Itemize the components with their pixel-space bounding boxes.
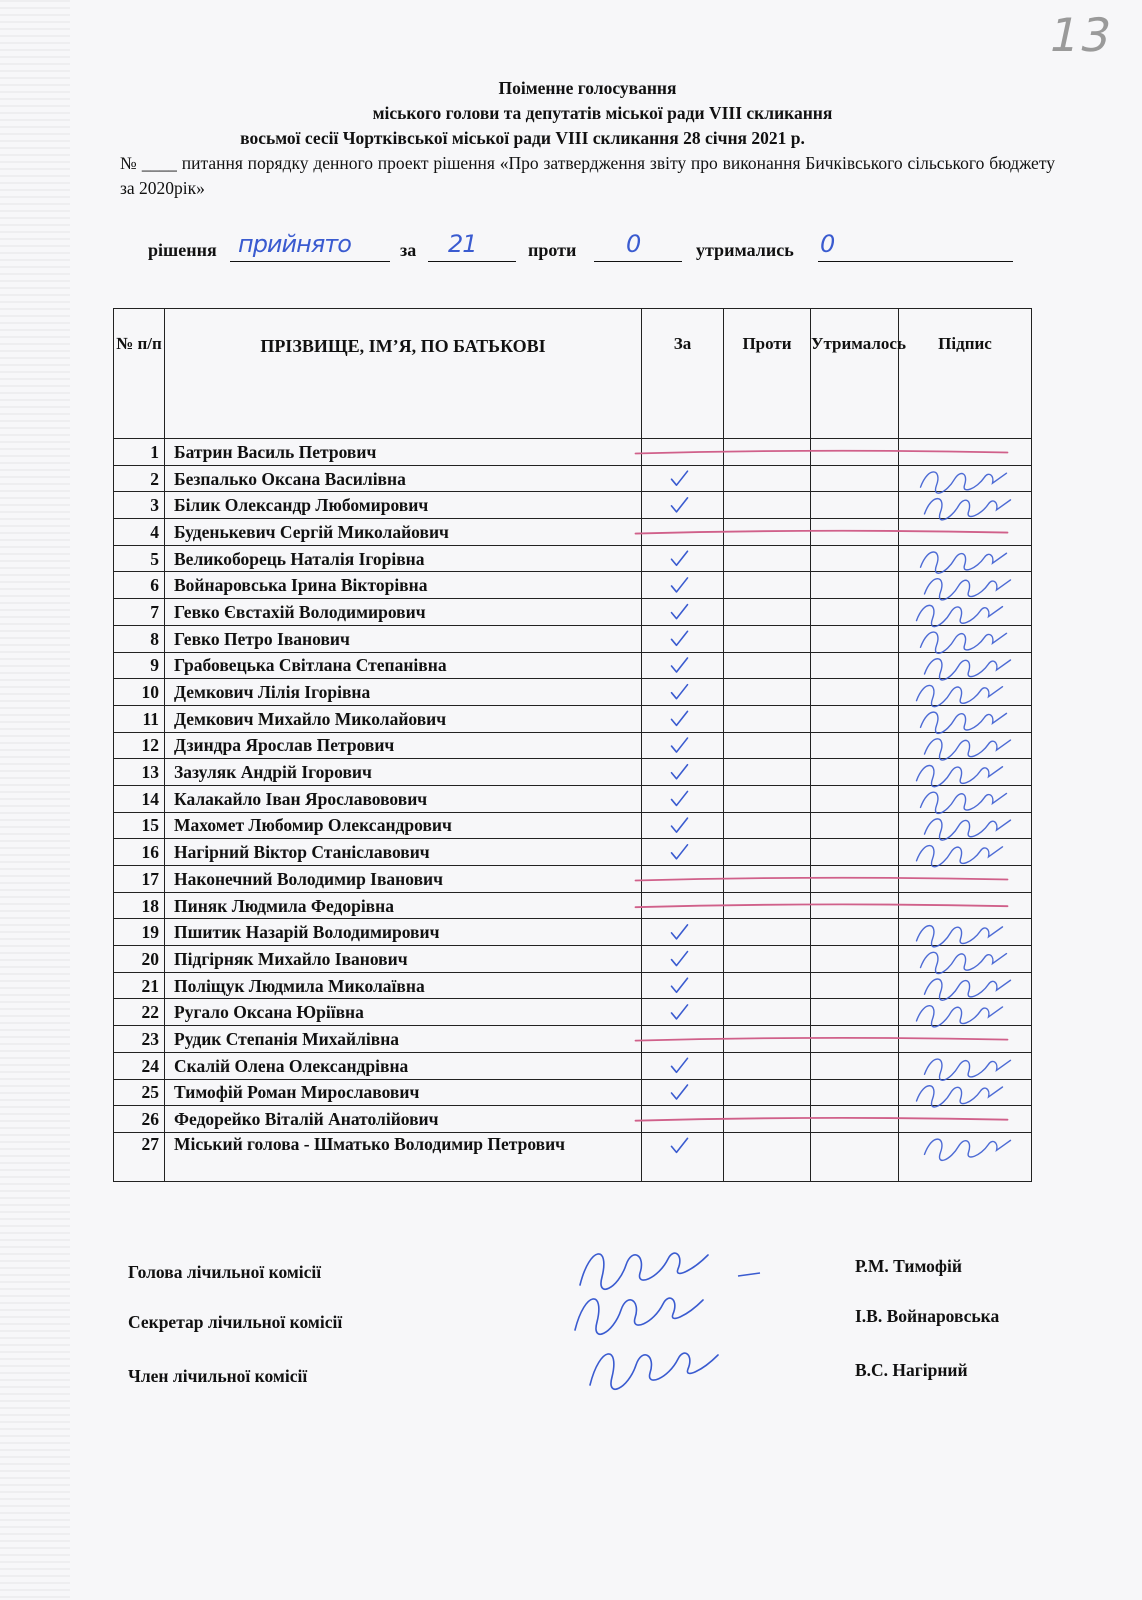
row-number: 4 (114, 519, 165, 546)
row-number: 5 (114, 545, 165, 572)
row-abstained-cell (811, 892, 899, 919)
row-name: Махомет Любомир Олександрович (165, 812, 642, 839)
row-against-cell (724, 919, 811, 946)
row-signature-cell (899, 625, 1032, 652)
row-abstained-cell (811, 705, 899, 732)
row-abstained-cell (811, 625, 899, 652)
row-abstained-cell (811, 679, 899, 706)
row-abstained-cell (811, 759, 899, 786)
row-number: 3 (114, 492, 165, 519)
row-number: 22 (114, 999, 165, 1026)
row-signature-cell (899, 946, 1032, 973)
table-row (114, 812, 1032, 839)
header-abstained: Утрималось (811, 309, 899, 439)
row-abstained-cell (811, 599, 899, 626)
row-signature-cell (899, 785, 1032, 812)
row-against-cell (724, 839, 811, 866)
row-name: Зазуляк Андрій Ігорович (165, 759, 642, 786)
row-abstained-cell (811, 1106, 899, 1133)
row-number: 9 (114, 652, 165, 679)
row-number: 19 (114, 919, 165, 946)
row-against-cell (724, 519, 811, 546)
row-number: 13 (114, 759, 165, 786)
table-row (114, 1052, 1032, 1079)
row-for-cell (642, 652, 724, 679)
table-row (114, 1132, 1032, 1181)
row-against-cell (724, 972, 811, 999)
decision-label: рішення (148, 240, 217, 260)
row-name: Пшитик Назарій Володимирович (165, 919, 642, 946)
row-abstained-cell (811, 652, 899, 679)
row-name: Гевко Петро Іванович (165, 625, 642, 652)
row-for-cell (642, 519, 724, 546)
row-name: Демкович Лілія Ігорівна (165, 679, 642, 706)
row-name: Безпалько Оксана Василівна (165, 465, 642, 492)
row-name: Наконечний Володимир Іванович (165, 866, 642, 893)
row-name: Тимофій Роман Мирославович (165, 1079, 642, 1106)
row-signature-cell (899, 1052, 1032, 1079)
abstained-underline (818, 261, 1013, 262)
row-against-cell (724, 1079, 811, 1106)
row-name: Міський голова - Шматько Володимир Петрович (165, 1132, 642, 1181)
table-row (114, 1026, 1032, 1053)
row-name: Федорейко Віталій Анатолійович (165, 1106, 642, 1133)
row-for-cell (642, 1052, 724, 1079)
table-row (114, 732, 1032, 759)
row-abstained-cell (811, 919, 899, 946)
table-row (114, 599, 1032, 626)
row-signature-cell (899, 759, 1032, 786)
commission-role-member: Член лічильної комісії (128, 1366, 308, 1386)
for-underline (428, 261, 516, 262)
row-for-cell (642, 892, 724, 919)
row-name: Калакайло Іван Ярославовович (165, 785, 642, 812)
row-name: Демкович Михайло Миколайович (165, 705, 642, 732)
row-name: Нагірний Віктор Станіславович (165, 839, 642, 866)
row-number: 6 (114, 572, 165, 599)
row-abstained-cell (811, 732, 899, 759)
row-abstained-cell (811, 946, 899, 973)
row-abstained-cell (811, 465, 899, 492)
row-signature-cell (899, 812, 1032, 839)
row-for-cell (642, 946, 724, 973)
row-signature-cell (899, 705, 1032, 732)
row-number: 12 (114, 732, 165, 759)
roll-call-table (113, 308, 1032, 1182)
row-number: 7 (114, 599, 165, 626)
agenda-question: № ____ питання порядку денного проект рішення «Про затвердження звіту про виконання Бичківського сільського бюджету за 2020рік» (120, 153, 1055, 198)
table-row (114, 785, 1032, 812)
row-against-cell (724, 492, 811, 519)
decision-line (148, 230, 1048, 266)
row-against-cell (724, 1106, 811, 1133)
row-against-cell (724, 652, 811, 679)
row-for-cell (642, 465, 724, 492)
row-against-cell (724, 732, 811, 759)
row-for-cell (642, 492, 724, 519)
row-abstained-cell (811, 812, 899, 839)
header-number: № п/п (114, 309, 165, 439)
row-name: Дзиндра Ярослав Петрович (165, 732, 642, 759)
row-against-cell (724, 1026, 811, 1053)
row-name: Батрин Василь Петрович (165, 439, 642, 466)
against-value: 0 (626, 230, 641, 258)
commission-person-member: В.С. Нагірний (855, 1360, 968, 1380)
row-against-cell (724, 439, 811, 466)
row-against-cell (724, 866, 811, 893)
row-against-cell (724, 545, 811, 572)
row-number: 1 (114, 439, 165, 466)
row-for-cell (642, 759, 724, 786)
row-signature-cell (899, 1079, 1032, 1106)
row-signature-cell (899, 972, 1032, 999)
row-name: Войнаровська Ірина Вікторівна (165, 572, 642, 599)
row-against-cell (724, 572, 811, 599)
row-signature-cell (899, 679, 1032, 706)
row-name: Скалій Олена Олександрівна (165, 1052, 642, 1079)
row-for-cell (642, 866, 724, 893)
row-against-cell (724, 465, 811, 492)
row-for-cell (642, 919, 724, 946)
header-signature: Підпис (899, 309, 1032, 439)
row-number: 10 (114, 679, 165, 706)
row-signature-cell (899, 999, 1032, 1026)
header-for: За (642, 309, 724, 439)
row-abstained-cell (811, 572, 899, 599)
commission-person-chair: Р.М. Тимофій (855, 1256, 962, 1276)
row-for-cell (642, 839, 724, 866)
commission-role-chair: Голова лічильної комісії (128, 1262, 322, 1282)
row-number: 27 (114, 1132, 165, 1181)
row-abstained-cell (811, 972, 899, 999)
table-row (114, 839, 1032, 866)
row-for-cell (642, 1026, 724, 1053)
row-for-cell (642, 972, 724, 999)
row-signature-cell (899, 652, 1032, 679)
row-signature-cell (899, 1106, 1032, 1133)
row-number: 20 (114, 946, 165, 973)
row-against-cell (724, 1052, 811, 1079)
row-name: Рудик Степанія Михайлівна (165, 1026, 642, 1053)
row-abstained-cell (811, 1079, 899, 1106)
row-signature-cell (899, 519, 1032, 546)
row-signature-cell (899, 492, 1032, 519)
row-abstained-cell (811, 519, 899, 546)
table-row (114, 999, 1032, 1026)
row-name: Грабовецька Світлана Степанівна (165, 652, 642, 679)
row-signature-cell (899, 919, 1032, 946)
row-name: Підгірняк Михайло Іванович (165, 946, 642, 973)
row-signature-cell (899, 732, 1032, 759)
counting-commission (128, 1256, 1048, 1422)
row-against-cell (724, 812, 811, 839)
row-for-cell (642, 705, 724, 732)
row-for-cell (642, 1079, 724, 1106)
header-name: ПРІЗВИЩЕ, ІМ’Я, ПО БАТЬКОВІ (165, 309, 642, 439)
table-row (114, 1079, 1032, 1106)
row-number: 23 (114, 1026, 165, 1053)
row-against-cell (724, 892, 811, 919)
table-header-row (114, 309, 1032, 439)
row-number: 2 (114, 465, 165, 492)
row-number: 24 (114, 1052, 165, 1079)
row-against-cell (724, 946, 811, 973)
row-abstained-cell (811, 785, 899, 812)
commission-role-secretary: Секретар лічильної комісії (128, 1312, 343, 1332)
for-label: за (400, 240, 417, 260)
decision-value: прийнято (238, 230, 351, 258)
row-abstained-cell (811, 1052, 899, 1079)
row-against-cell (724, 759, 811, 786)
row-for-cell (642, 439, 724, 466)
row-abstained-cell (811, 1132, 899, 1181)
for-value: 21 (448, 230, 477, 258)
page-number: 13 (1044, 8, 1119, 62)
scan-edge-noise (0, 0, 70, 1600)
document-header (120, 76, 1055, 201)
table-row (114, 759, 1032, 786)
table-row (114, 946, 1032, 973)
row-name: Пиняк Людмила Федорівна (165, 892, 642, 919)
header-title: Поіменне голосування (498, 78, 677, 98)
row-abstained-cell (811, 839, 899, 866)
row-for-cell (642, 572, 724, 599)
row-signature-cell (899, 545, 1032, 572)
table-row (114, 625, 1032, 652)
row-signature-cell (899, 892, 1032, 919)
row-for-cell (642, 999, 724, 1026)
row-abstained-cell (811, 999, 899, 1026)
table-row (114, 705, 1032, 732)
row-signature-cell (899, 1132, 1032, 1181)
row-name: Гевко Євстахій Володимирович (165, 599, 642, 626)
row-for-cell (642, 679, 724, 706)
row-for-cell (642, 625, 724, 652)
row-number: 18 (114, 892, 165, 919)
table-row (114, 866, 1032, 893)
row-against-cell (724, 999, 811, 1026)
table-body (114, 439, 1032, 1182)
header-subtitle: міського голови та депутатів міської ради VIII скликання (372, 103, 833, 123)
commission-person-secretary: І.В. Войнаровська (855, 1306, 1000, 1326)
row-for-cell (642, 732, 724, 759)
decision-underline (230, 261, 390, 262)
row-number: 21 (114, 972, 165, 999)
row-abstained-cell (811, 439, 899, 466)
table-row (114, 465, 1032, 492)
row-number: 15 (114, 812, 165, 839)
table-row (114, 1106, 1032, 1133)
row-number: 14 (114, 785, 165, 812)
row-name: Буденькевич Сергій Миколайович (165, 519, 642, 546)
row-for-cell (642, 545, 724, 572)
row-for-cell (642, 1106, 724, 1133)
header-session: восьмої сесії Чортківської міської ради VIII скликання 28 січня 2021 р. (240, 128, 805, 148)
row-signature-cell (899, 1026, 1032, 1053)
table-row (114, 972, 1032, 999)
row-name: Великоборець Наталія Ігорівна (165, 545, 642, 572)
row-for-cell (642, 785, 724, 812)
table-row (114, 519, 1032, 546)
row-signature-cell (899, 866, 1032, 893)
table-row (114, 679, 1032, 706)
row-number: 26 (114, 1106, 165, 1133)
row-signature-cell (899, 599, 1032, 626)
abstained-label: утримались (696, 240, 794, 260)
row-number: 25 (114, 1079, 165, 1106)
row-name: Білик Олександр Любомирович (165, 492, 642, 519)
against-label: проти (528, 240, 577, 260)
row-number: 11 (114, 705, 165, 732)
row-against-cell (724, 625, 811, 652)
row-name: Поліщук Людмила Миколаївна (165, 972, 642, 999)
table-row (114, 572, 1032, 599)
table-row (114, 919, 1032, 946)
row-abstained-cell (811, 545, 899, 572)
row-against-cell (724, 679, 811, 706)
table-row (114, 652, 1032, 679)
row-for-cell (642, 599, 724, 626)
table-row (114, 892, 1032, 919)
row-abstained-cell (811, 866, 899, 893)
table-row (114, 492, 1032, 519)
row-against-cell (724, 599, 811, 626)
table-row (114, 439, 1032, 466)
row-against-cell (724, 785, 811, 812)
against-underline (594, 261, 682, 262)
row-for-cell (642, 812, 724, 839)
row-abstained-cell (811, 492, 899, 519)
row-against-cell (724, 705, 811, 732)
row-signature-cell (899, 572, 1032, 599)
row-signature-cell (899, 839, 1032, 866)
table-row (114, 545, 1032, 572)
row-name: Ругало Оксана Юріївна (165, 999, 642, 1026)
row-abstained-cell (811, 1026, 899, 1053)
row-against-cell (724, 1132, 811, 1181)
row-number: 17 (114, 866, 165, 893)
row-signature-cell (899, 465, 1032, 492)
row-number: 16 (114, 839, 165, 866)
row-signature-cell (899, 439, 1032, 466)
row-number: 8 (114, 625, 165, 652)
row-for-cell (642, 1132, 724, 1181)
header-against: Проти (724, 309, 811, 439)
abstained-value: 0 (820, 230, 835, 258)
